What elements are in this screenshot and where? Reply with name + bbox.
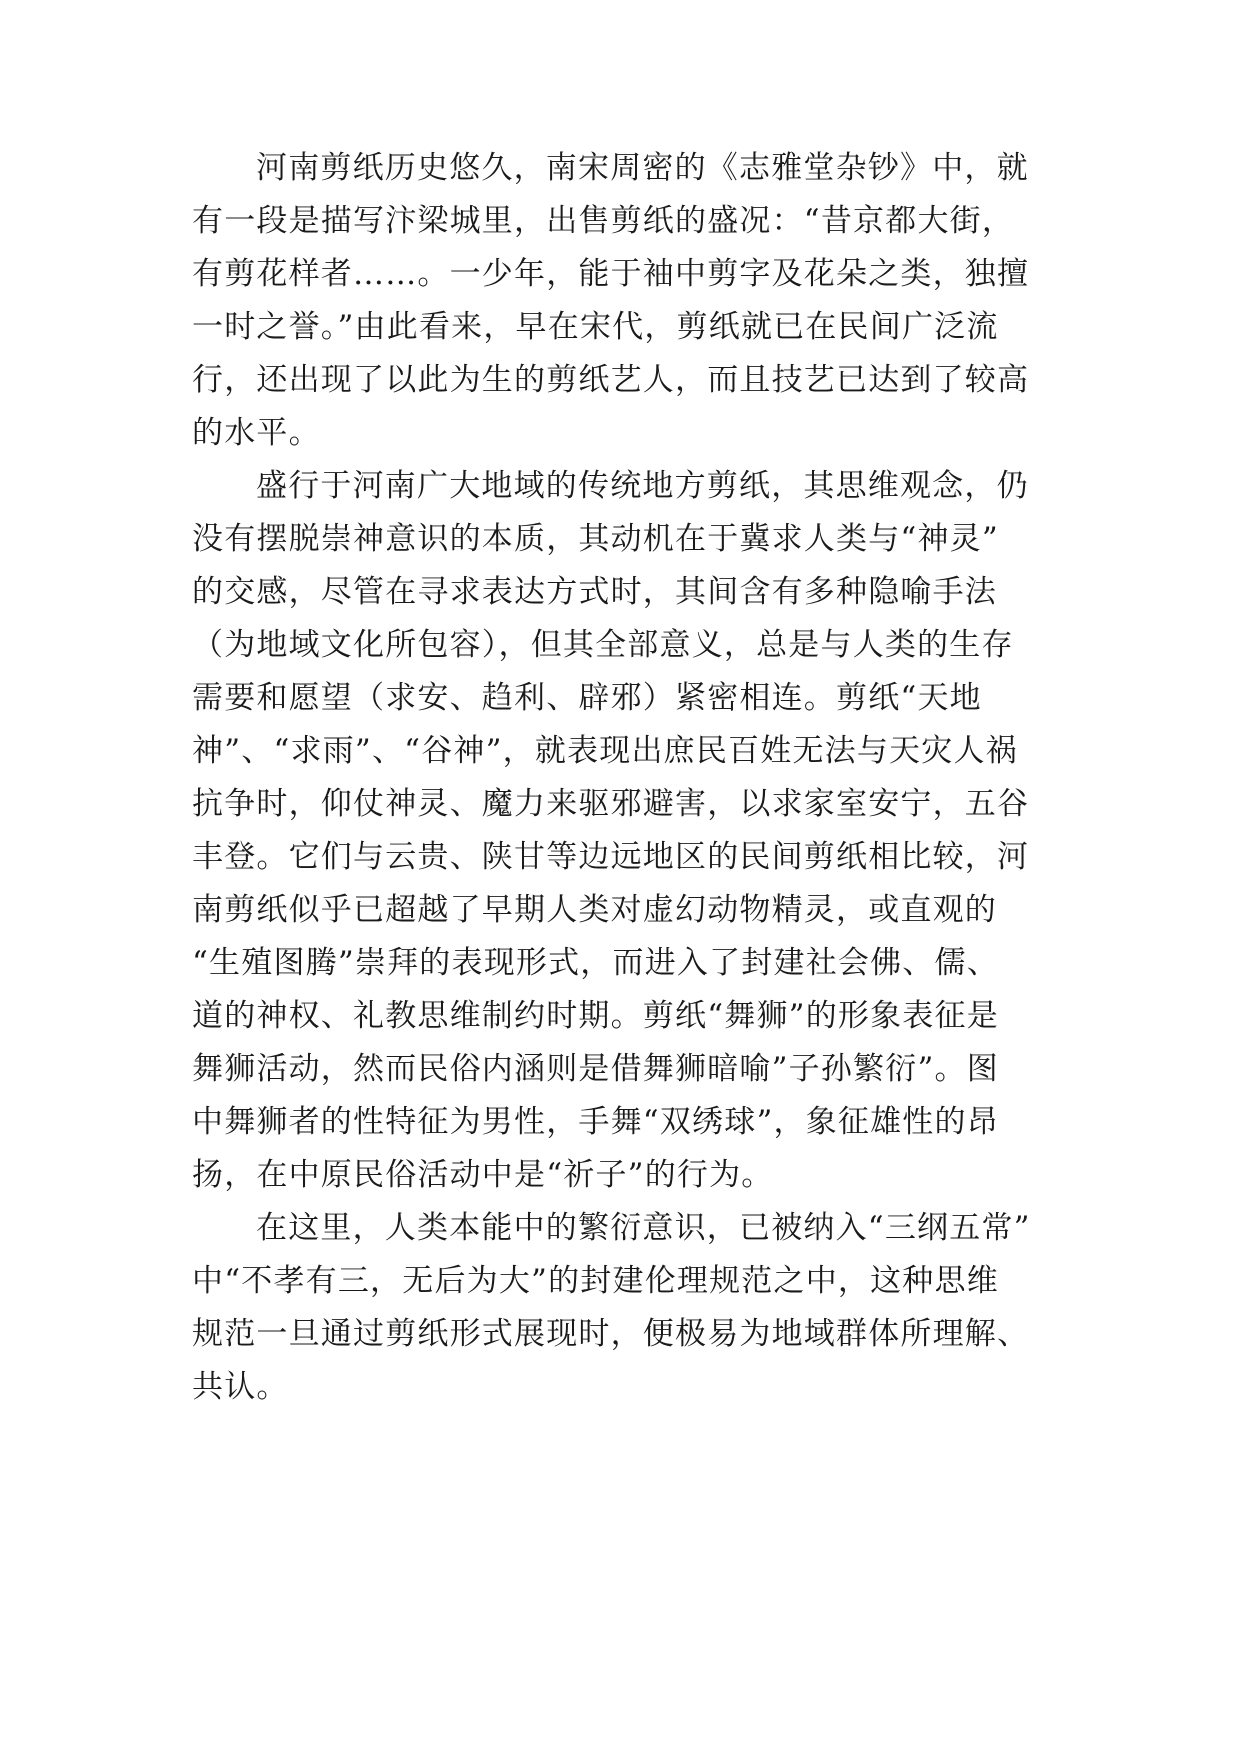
text-line: 行，还出现了以此为生的剪纸艺人，而且技艺已达到了较高 — [192, 362, 1030, 398]
text-line: 需要和愿望（求安、趋利、辟邪）紧密相连。剪纸“天地 — [192, 680, 982, 716]
text-line: 扬，在中原民俗活动中是“祈子”的行为。 — [192, 1157, 774, 1193]
text-line: 南剪纸似乎已超越了早期人类对虚幻动物精灵，或直观的 — [192, 892, 997, 928]
text-line: 盛行于河南广大地域的传统地方剪纸，其思维观念，仍 — [256, 468, 1029, 504]
text-line: 规范一旦通过剪纸形式展现时，便极易为地域群体所理解、 — [192, 1316, 1030, 1352]
text-line: 在这里，人类本能中的繁衍意识，已被纳入“三纲五常” — [256, 1210, 1031, 1246]
text-line: 河南剪纸历史悠久，南宋周密的《志雅堂杂钞》中，就 — [256, 150, 1029, 186]
text-line: 一时之誉。”由此看来，早在宋代，剪纸就已在民间广泛流 — [192, 309, 999, 345]
text-line: 舞狮活动，然而民俗内涵则是借舞狮暗喻”子孙繁衍”。图 — [192, 1051, 999, 1087]
text-line: “生殖图腾”崇拜的表现形式，而进入了封建社会佛、儒、 — [192, 945, 999, 981]
text-line: 有一段是描写汴梁城里，出售剪纸的盛况：“昔京都大街， — [192, 203, 1015, 239]
text-line: 有剪花样者……。一少年，能于袖中剪字及花朵之类，独擅 — [192, 256, 1030, 292]
text-line: 抗争时，仰仗神灵、魔力来驱邪避害，以求家室安宁，五谷 — [192, 786, 1030, 822]
text-line: （为地域文化所包容），但其全部意义，总是与人类的生存 — [192, 627, 1014, 663]
text-line: 中舞狮者的性特征为男性，手舞“双绣球”，象征雄性的昂 — [192, 1104, 999, 1140]
text-line: 神”、“求雨”、“谷神”，就表现出庶民百姓无法与天灾人祸 — [192, 733, 1018, 769]
text-line: 没有摆脱崇神意识的本质，其动机在于冀求人类与“神灵” — [192, 521, 999, 557]
text-line: 中“不孝有三，无后为大”的封建伦理规范之中，这种思维 — [192, 1263, 999, 1299]
text-line: 道的神权、礼教思维制约时期。剪纸“舞狮”的形象表征是 — [192, 998, 999, 1034]
text-line: 丰登。它们与云贵、陕甘等边远地区的民间剪纸相比较，河 — [192, 839, 1030, 875]
text-line: 的交感，尽管在寻求表达方式时，其间含有多种隐喻手法 — [192, 574, 997, 610]
text-line: 共认。 — [192, 1369, 289, 1405]
text-line: 的水平。 — [192, 415, 321, 451]
